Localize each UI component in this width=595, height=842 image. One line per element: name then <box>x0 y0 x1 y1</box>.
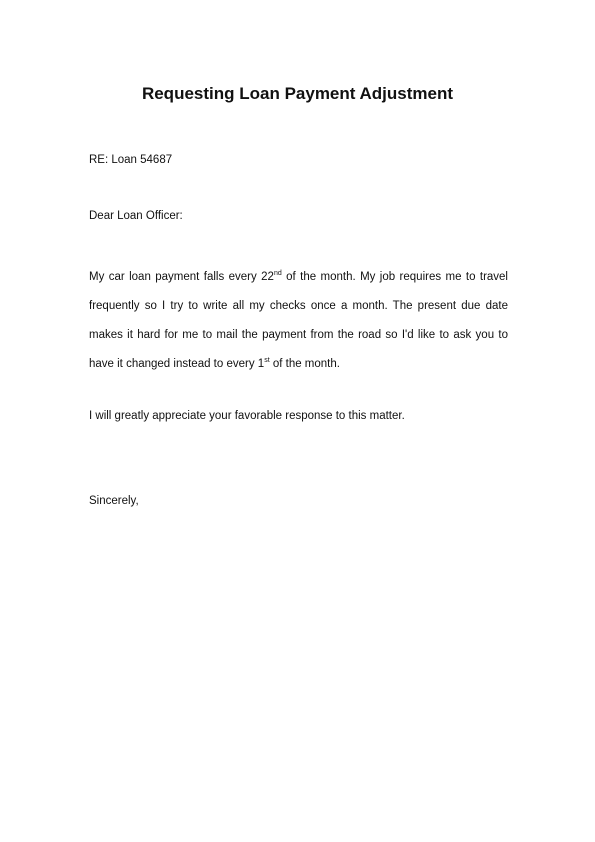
body-paragraph <box>89 263 508 379</box>
closing: Sincerely, <box>89 495 139 507</box>
ordinal-suffix-nd: nd <box>273 270 282 278</box>
appreciation-line: I will greatly appreciate your favorable response to this matter. <box>89 410 405 422</box>
body-line-1-start: My car loan payment falls every 22 <box>89 271 274 283</box>
letter-title: Requesting Loan Payment Adjustment <box>141 84 454 103</box>
body-line-2: frequently so I try to write all my checks once a month. The present due date <box>89 300 508 312</box>
salutation: Dear Loan Officer: <box>89 210 183 222</box>
loan-reference: RE: Loan 54687 <box>89 154 173 166</box>
body-line-1 <box>89 263 508 292</box>
body-line-4 <box>89 350 508 379</box>
body-line-4-start: have it changed instead to every 1 <box>89 358 265 370</box>
body-line-4-end: of the month. <box>269 358 340 370</box>
body-line-1-end: of the month. My job requires me to travel <box>281 271 508 283</box>
body-line-3: makes it hard for me to mail the payment from the road so I'd like to ask you to <box>89 329 508 341</box>
ordinal-suffix-st: st <box>264 357 270 365</box>
